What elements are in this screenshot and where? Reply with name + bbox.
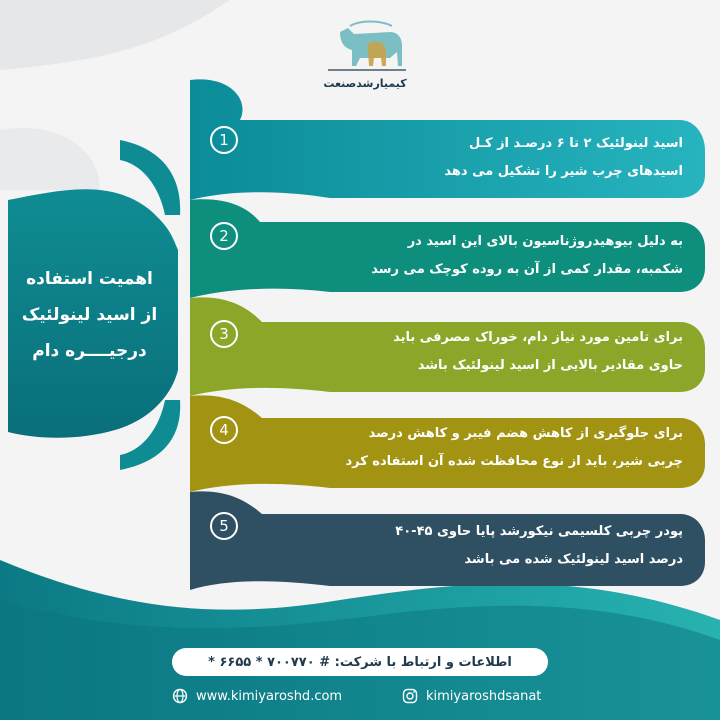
item-text [253,130,683,186]
fact-item-5 [190,494,695,584]
instagram-icon [402,688,418,704]
item-number-badge: 4 [210,416,238,444]
title-card [12,232,167,397]
item-line-2: درصد اسید لینولئیک شده می باشد [464,552,683,567]
website-link[interactable] [172,686,342,706]
contact-bar: اطلاعات و ارتباط با شرکت: # ۷۰۰۷۷۰ * ۶۶۵۵ * [172,648,548,676]
item-number-badge: 2 [210,222,238,250]
brand-name: کیمیارشدصنعت [323,77,407,90]
cow-goat-icon [320,18,410,76]
item-line-2: حاوی مقادیر بالایی از اسید لینولئیک باشد [417,358,683,373]
instagram-link[interactable] [402,686,541,706]
item-text [253,228,683,284]
page-title [22,261,157,369]
instagram-text: kimiyaroshdsanat [426,688,542,704]
globe-icon [172,688,188,704]
fact-item-3 [190,302,695,392]
title-line-1: اهمیت استفاده [26,268,153,289]
item-line-1: اسید لینولئیک ۲ تا ۶ درصـد از کـل [468,136,683,151]
item-number-badge: 3 [210,320,238,348]
item-text [253,420,683,476]
item-number-badge: 5 [210,512,238,540]
item-line-1: پودر چربی کلسیمی نیکورشد پایا حاوی ۴۵-۴۰ [395,524,683,539]
item-line-1: برای جلوگیری از کاهش هضم فیبر و کاهش درصد [368,426,683,441]
item-line-1: برای تامین مورد نیاز دام، خوراک مصرفی باید [393,330,683,345]
brand-logo [310,18,420,100]
fact-item-2 [190,204,695,294]
title-line-2: از اسید لینولئیک [21,304,158,325]
title-line-3: درجیــــره دام [32,340,147,361]
item-line-1: به دلیل بیوهیدروژناسیون بالای این اسید در [407,234,683,249]
fact-item-4 [190,398,695,488]
website-text: www.kimiyaroshd.com [196,688,343,704]
item-number-badge: 1 [210,126,238,154]
item-line-2: چربی شیر، باید از نوع محافظت شده آن استفاده کرد [345,454,683,469]
item-text [253,518,683,574]
fact-item-1 [190,108,695,198]
item-line-2: شکمبه، مقدار کمی از آن به روده کوچک می رسد [371,262,683,277]
item-text [253,324,683,380]
item-line-2: اسیدهای چرب شیر را تشکیل می دهد [444,164,683,179]
